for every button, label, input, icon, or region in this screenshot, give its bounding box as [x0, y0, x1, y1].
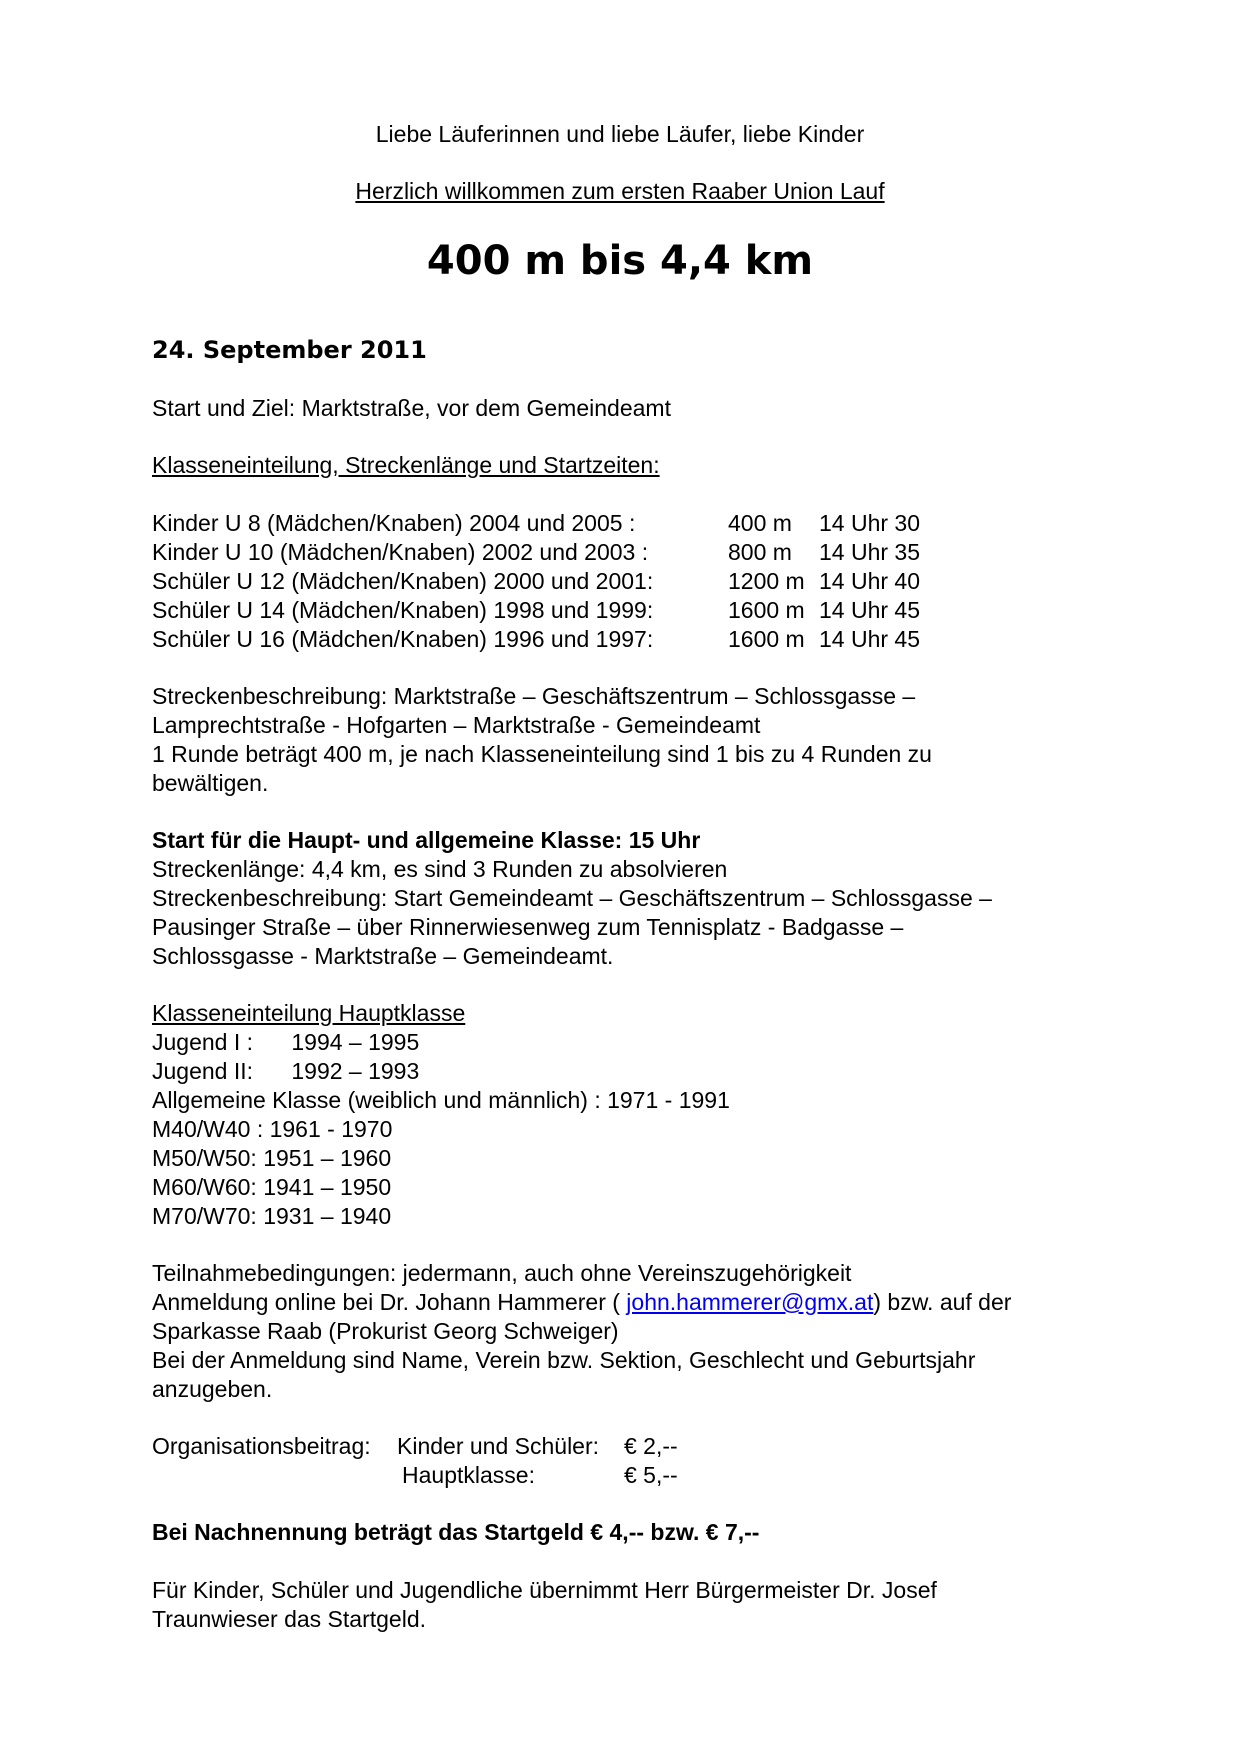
registration-requirements: anzugeben.: [152, 1376, 273, 1402]
sponsor-line: Traunwieser das Startgeld.: [152, 1606, 427, 1632]
main-route-line: Schlossgasse - Marktstraße – Gemeindeamt.: [152, 943, 614, 969]
main-class-item: M70/W70: 1931 – 1940: [152, 1203, 392, 1229]
kids-class-label: Kinder U 10 (Mädchen/Knaben) 2002 und 2003 :: [152, 539, 649, 565]
kids-class-label: Schüler U 12 (Mädchen/Knaben) 2000 und 2001:: [152, 568, 654, 594]
main-route-line: Pausinger Straße – über Rinnerwiesenweg zum Tennisplatz - Badgasse –: [152, 914, 904, 940]
registration-bank: Sparkasse Raab (Prokurist Georg Schweiger): [152, 1318, 619, 1344]
fees-main-label: Hauptklasse:: [402, 1462, 535, 1488]
headline: 400 m bis 4,4 km: [426, 238, 814, 284]
kids-class-distance: 400 m: [728, 510, 792, 536]
event-date: 24. September 2011: [152, 336, 427, 364]
welcome-line: [0, 177, 1240, 206]
registration-requirements: Bei der Anmeldung sind Name, Verein bzw. Sektion, Geschlecht und Geburtsjahr: [152, 1347, 976, 1373]
start-finish: Start und Ziel: Marktstraße, vor dem Gemeindeamt: [152, 395, 671, 421]
main-class-item: M40/W40 : 1961 - 1970: [152, 1116, 393, 1142]
participation-conditions: Teilnahmebedingungen: jedermann, auch ohne Vereinszugehörigkeit: [152, 1260, 852, 1286]
email-link[interactable]: john.hammerer@gmx.at: [626, 1289, 874, 1315]
main-class-item: M60/W60: 1941 – 1950: [152, 1174, 392, 1200]
fees-kids-label: Kinder und Schüler:: [397, 1433, 600, 1459]
fees-kids-value: € 2,--: [624, 1433, 678, 1459]
kids-route-line: Lamprechtstraße - Hofgarten – Marktstraße - Gemeindeamt: [152, 712, 761, 738]
sponsor-line: Für Kinder, Schüler und Jugendliche übernimmt Herr Bürgermeister Dr. Josef: [152, 1577, 937, 1603]
classes-heading: Klasseneinteilung, Streckenlänge und Startzeiten:: [152, 452, 660, 478]
kids-class-distance: 1600 m: [728, 597, 805, 623]
kids-class-time: 14 Uhr 35: [819, 539, 921, 565]
main-route-line: Streckenbeschreibung: Start Gemeindeamt – Geschäftszentrum – Schlossgasse –: [152, 885, 992, 911]
kids-class-label: Kinder U 8 (Mädchen/Knaben) 2004 und 2005 :: [152, 510, 636, 536]
fees-main-value: € 5,--: [624, 1462, 678, 1488]
main-class-item: Allgemeine Klasse (weiblich und männlich) : 1971 - 1991: [152, 1087, 730, 1113]
main-class-item: Jugend II: 1992 – 1993: [152, 1058, 420, 1084]
main-start: Start für die Haupt- und allgemeine Klasse: 15 Uhr: [152, 827, 701, 853]
kids-route-line: 1 Runde beträgt 400 m, je nach Klasseneinteilung sind 1 bis zu 4 Runden zu: [152, 741, 932, 767]
kids-class-time: 14 Uhr 45: [819, 626, 921, 652]
kids-route-line: bewältigen.: [152, 770, 269, 796]
fees-label: Organisationsbeitrag:: [152, 1433, 371, 1459]
registration-text: ) bzw. auf der: [873, 1289, 1012, 1315]
greeting: Liebe Läuferinnen und liebe Läufer, liebe Kinder: [375, 121, 865, 147]
kids-class-time: 14 Uhr 45: [819, 597, 921, 623]
kids-class-distance: 1200 m: [728, 568, 805, 594]
kids-class-label: Schüler U 16 (Mädchen/Knaben) 1996 und 1997:: [152, 626, 654, 652]
kids-class-distance: 1600 m: [728, 626, 805, 652]
welcome-text: Herzlich willkommen zum ersten Raaber Union Lauf: [355, 178, 885, 204]
main-classes-heading: Klasseneinteilung Hauptklasse: [152, 1000, 466, 1026]
kids-class-distance: 800 m: [728, 539, 792, 565]
main-route-line: Streckenlänge: 4,4 km, es sind 3 Runden zu absolvieren: [152, 856, 728, 882]
main-class-item: Jugend I : 1994 – 1995: [152, 1029, 420, 1055]
kids-class-label: Schüler U 14 (Mädchen/Knaben) 1998 und 1999:: [152, 597, 654, 623]
kids-class-time: 14 Uhr 40: [819, 568, 921, 594]
kids-class-time: 14 Uhr 30: [819, 510, 921, 536]
kids-route-line: Streckenbeschreibung: Marktstraße – Geschäftszentrum – Schlossgasse –: [152, 683, 916, 709]
registration-text: Anmeldung online bei Dr. Johann Hammerer (: [152, 1289, 627, 1315]
registration-online: [152, 1288, 1011, 1317]
late-fee: Bei Nachnennung beträgt das Startgeld € 4,-- bzw. € 7,--: [152, 1519, 760, 1545]
main-class-item: M50/W50: 1951 – 1960: [152, 1145, 392, 1171]
